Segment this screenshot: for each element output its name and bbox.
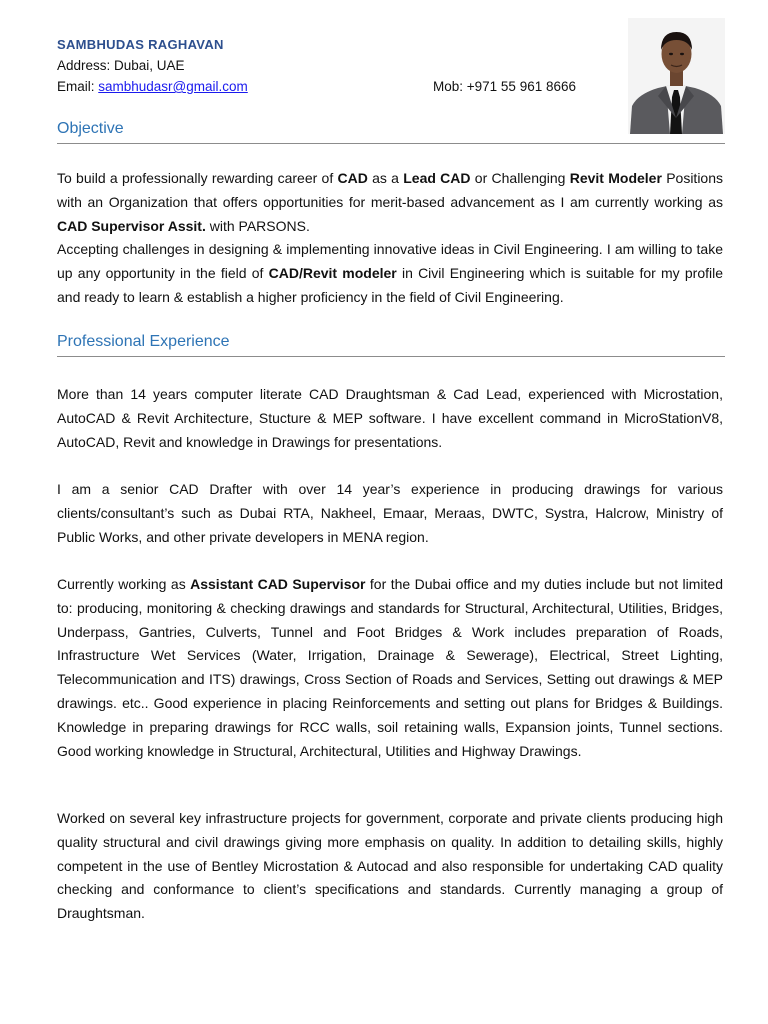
profile-photo-graphic [628,18,725,134]
objective-heading: Objective [57,120,124,137]
objective-paragraph-1: To build a professionally rewarding career of CAD as a Lead CAD or Challenging Revit Modeler Positions with an Organization that offers opportunities for merit-based advancement as I am currently working as CAD Supervisor Assit. with PARSONS. [57,170,723,234]
address: Address: Dubai, UAE [57,58,185,73]
experience-heading: Professional Experience [57,333,230,350]
objective-divider [57,143,725,144]
objective-paragraph-2: Accepting challenges in designing & implementing innovative ideas in Civil Engineering. I am willing to take up any opportunity in the field of CAD/Revit modeler in Civil Engineering which is suitable for my profile and ready to learn & establish a higher proficiency in the field of Civil Engineering. [57,241,724,305]
candidate-name: SAMBHUDAS RAGHAVAN [57,37,224,52]
email-line [57,78,248,96]
email-link[interactable]: sambhudasr@gmail.com [98,79,248,94]
experience-paragraph-4: Worked on several key infrastructure projects for government, corporate and private clients producing high quality structural and civil drawings giving more emphasis on quality. In addition to detailing skills, highly competent in the use of Bentley Microstation & Autocad and also responsible for undertaking CAD quality checking and conformance to client’s specifications and standards. Currently managing a group of Draughtsman. [57,810,723,922]
experience-paragraph-2: I am a senior CAD Drafter with over 14 year’s experience in producing drawings for various clients/consultant’s such as Dubai RTA, Nakheel, Emaar, Meraas, DWTC, Systra, Halcrow, Ministry of Public Works, and other private developers in MENA region. [57,481,723,545]
email-label: Email: [57,79,99,94]
experience-paragraph-3: Currently working as Assistant CAD Supervisor for the Dubai office and my duties include but not limited to: producing, monitoring & checking drawings and standards for Structural, Architectural, Utilities, Bridges, Underpass, Gantries, Culverts, Tunnel and Foot Bridges & Work includes preparation of Roads, Infrastructure Wet Services (Water, Irrigation, Drainage & Sewerage), Electrical, Street Lighting, Telecommunication and ITS) drawings, Cross Section of Roads and Services, Setting out drawings & MEP drawings. etc.. Good experience in placing Reinforcements and setting out plans for Bridges & Buildings. Knowledge in preparing drawings for RCC walls, soil retaining walls, Expansion joints, Tunnel sections. Good working knowledge in Structural, Architectural, Utilities and Highway Drawings. [57,576,723,759]
mobile-number: Mob: +971 55 961 8666 [433,79,576,94]
experience-divider [57,356,725,357]
experience-paragraph-1: More than 14 years computer literate CAD Draughtsman & Cad Lead, experienced with Microstation, AutoCAD & Revit Architecture, Stucture & MEP software. I have excellent command in MicroStationV8, AutoCAD, Revit and knowledge in Drawings for presentations. [57,386,723,450]
profile-photo [628,18,725,134]
